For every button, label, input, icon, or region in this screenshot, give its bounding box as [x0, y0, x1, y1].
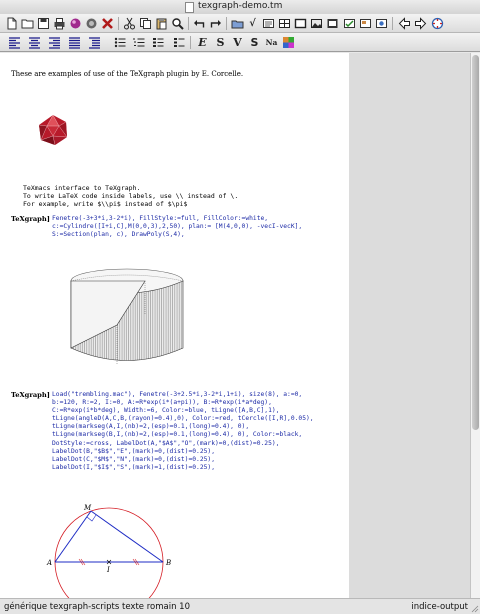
label-M: M	[84, 504, 92, 512]
session-prompt: TeXgraph]	[11, 391, 50, 399]
code-line: LabelDot(C,"$M$","N",(mark)=0,(dist)=0.25),	[52, 455, 216, 463]
strong-icon[interactable]: S	[216, 36, 225, 49]
image-icon[interactable]	[310, 17, 323, 30]
code-line: LabelDot(B,"$B$","E",(mark)=0,(dist)=0.25),	[52, 447, 216, 455]
session-prompt: TeXgraph]	[11, 215, 50, 223]
style-gem-icon[interactable]	[69, 17, 82, 30]
status-bar	[0, 598, 480, 614]
open-icon[interactable]	[21, 17, 34, 30]
close-x-icon[interactable]	[101, 17, 114, 30]
cut-icon[interactable]	[123, 17, 136, 30]
label-I: I	[107, 566, 110, 574]
slide-icon[interactable]	[359, 17, 372, 30]
text-format-icon[interactable]	[262, 17, 275, 30]
window-title: texgraph-demo.tm	[198, 1, 283, 11]
intro-paragraph: These are examples of use of the TeXgraph plugin by E. Corcelle.	[11, 70, 244, 78]
triangle-circle-figure	[45, 500, 185, 598]
document-proxy-icon[interactable]	[185, 2, 194, 13]
interface-line: For example, write $\\pi$ instead of $\pi$	[23, 200, 188, 209]
find-icon[interactable]	[171, 17, 184, 30]
status-right: indice-output	[411, 602, 468, 612]
align-left-icon[interactable]	[8, 36, 21, 49]
align-center-icon[interactable]	[28, 36, 41, 49]
label-B: B	[166, 559, 172, 567]
mathematics-icon[interactable]: √	[249, 17, 256, 29]
code-line: tLigne(markseg(A,I,(nb)=2,(esp)=0.1,(long)=0.4), 0),	[52, 423, 250, 431]
paste-icon[interactable]	[155, 17, 168, 30]
emphasize-icon[interactable]: E	[198, 36, 207, 49]
window-icon[interactable]	[294, 17, 307, 30]
code-line: tLigne(angleD(A,C,B,(rayon)=0.4),0), Color:=red, tCercle([I,R],0.05),	[52, 415, 314, 423]
interface-line: TeXmacs interface to TeXgraph.	[23, 184, 141, 192]
format-toolbar	[0, 33, 480, 52]
redo-icon[interactable]	[209, 17, 222, 30]
vertical-scrollbar[interactable]	[470, 53, 480, 598]
description-list-icon[interactable]	[173, 36, 186, 49]
verbatim-icon[interactable]: V	[233, 36, 242, 49]
save-icon[interactable]	[37, 17, 50, 30]
sans-serif-icon[interactable]: S	[250, 36, 259, 49]
copy-icon[interactable]	[139, 17, 152, 30]
code-line: C:=R*exp(i*b*deg), Width:=6, Color:=blue, tLigne([A,B,C],1),	[52, 407, 280, 415]
forward-arrow-icon[interactable]	[414, 17, 427, 30]
session-input[interactable]	[52, 215, 302, 239]
scrollbar-thumb[interactable]	[472, 55, 479, 430]
code-line: Fenetre(-3+3*i,3-2*i), FillStyle:=full, FillColor:=white,	[52, 215, 269, 222]
color-palette-icon[interactable]	[282, 36, 295, 49]
code-line: S:=Section(plan, c), DrawPoly(S,4),	[52, 231, 185, 239]
justify-icon[interactable]	[68, 36, 81, 49]
indent-icon[interactable]	[88, 36, 101, 49]
description-icon[interactable]	[152, 36, 165, 49]
enumerate-icon[interactable]	[133, 36, 146, 49]
cylinder-section-figure	[55, 265, 205, 375]
code-line: Load("trembling.mac"), Fenetre(-3+2.5*i,3-2*i,1+i), size(8), a:=0,	[52, 391, 303, 398]
itemize-icon[interactable]	[114, 36, 127, 49]
icosahedron-figure	[36, 113, 70, 147]
link-icon[interactable]	[343, 17, 356, 30]
page-margin	[349, 53, 470, 598]
fold-icon[interactable]	[326, 17, 339, 30]
session-icon[interactable]	[375, 17, 388, 30]
interface-line: To write LaTeX code inside labels, use \\ instead of \.	[23, 192, 239, 201]
main-toolbar	[0, 14, 480, 33]
insert-folder-icon[interactable]	[231, 17, 244, 30]
code-line: LabelDot(I,"$I$","S",(mark)=1,(dist)=0.25),	[52, 463, 216, 471]
table-icon[interactable]	[278, 17, 291, 30]
label-A: A	[47, 559, 53, 567]
code-line: tLigne(markseg(B,I,(nb)=2,(esp)=0.1,(long)=0.4), 0), Color:=black,	[52, 431, 303, 439]
code-line: b:=120, R:=2, I:=0, A:=R*exp(i*(a+pi)), B:=R*exp(i*a*deg),	[52, 399, 272, 407]
status-left: générique texgraph-scripts texte romain 10	[4, 602, 190, 612]
package-icon[interactable]	[85, 17, 98, 30]
code-line: DotStyle:=cross, LabelDot(A,"$A$","O",(mark)=0,(dist)=0.25),	[52, 439, 280, 447]
print-icon[interactable]	[53, 17, 66, 30]
undo-icon[interactable]	[193, 17, 206, 30]
session-input[interactable]	[52, 391, 314, 472]
new-document-icon[interactable]	[5, 17, 18, 30]
back-arrow-icon[interactable]	[398, 17, 411, 30]
align-right-icon[interactable]	[48, 36, 61, 49]
name-icon[interactable]: Na	[265, 37, 278, 47]
help-icon[interactable]	[431, 17, 444, 30]
code-line: c:=Cylindre([I+i,C],M(0,0,3),2,50), plan:= [M(4,0,0), -vecI-vecK],	[52, 223, 303, 231]
resize-grip-icon[interactable]	[471, 605, 479, 613]
title-bar[interactable]	[0, 0, 480, 14]
interface-note	[23, 184, 238, 209]
document-page[interactable]	[0, 53, 349, 598]
